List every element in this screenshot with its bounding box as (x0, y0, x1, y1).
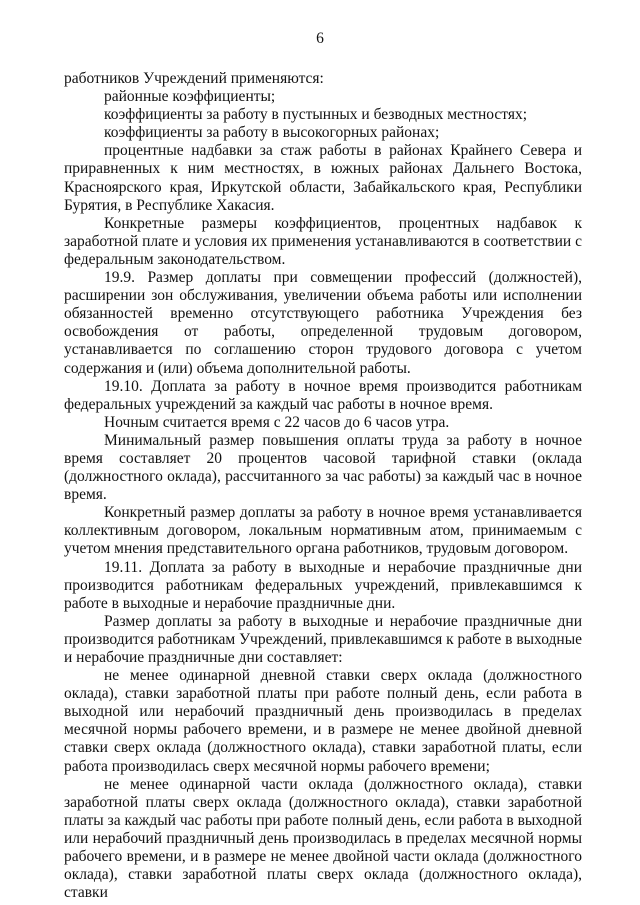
paragraph: Размер доплаты за работу в выходные и нерабочие праздничные дни производится работникам Учреждений, привлекавшимся к работе в выходные и нерабочие праздничные дни составляет: (64, 612, 582, 666)
paragraph: Минимальный размер повышения оплаты труда за работу в ночное время составляет 20 процентов часовой тарифной ставки (оклада (должностного оклада), рассчитанного за час работы) за каждый час в ночное время. (64, 431, 582, 504)
paragraph: процентные надбавки за стаж работы в районах Крайнего Севера и приравненных к ним местностях, в южных районах Дальнего Востока, Красноярского края, Иркутской области, Забайкальского края, Республики Бурятия, в Республике Хакасия. (64, 142, 582, 214)
document-body (64, 70, 582, 902)
paragraph: Конкретные размеры коэффициентов, процентных надбавок к заработной плате и условия их применения устанавливаются в соответствии с федеральным законодательством. (64, 214, 582, 268)
paragraph-continued: не менее одинарной части оклада (должностного оклада), ставки заработной платы сверх оклада (должностного оклада), ставки заработной платы за каждый час работы при работе полный день, если работа в выходной или нерабочий праздничный день производилась в пределах месячной нормы рабочего времени, и в размере не менее двойной части оклада (должностного оклада), ставки заработной платы сверх оклада (должностного оклада), ставки (64, 775, 582, 902)
paragraph-19-11: 19.11. Доплата за работу в выходные и нерабочие праздничные дни производится работникам федеральных учреждений, привлекавшимся к работе в выходные и нерабочие праздничные дни. (64, 558, 582, 612)
paragraph-19-10: 19.10. Доплата за работу в ночное время производится работникам федеральных учреждений за каждый час работы в ночное время. (64, 377, 582, 413)
paragraph: Ночным считается время с 22 часов до 6 часов утра. (104, 413, 450, 431)
paragraph: Конкретный размер доплаты за работу в ночное время устанавливается коллективным договором, локальным нормативным атом, принимаемым с учетом мнения представительного органа работников, трудовым договором. (64, 504, 582, 558)
list-item: районные коэффициенты; (104, 88, 276, 106)
page-number: 6 (316, 30, 324, 47)
list-item: коэффициенты за работу в пустынных и безводных местностях; (104, 106, 528, 124)
list-item: коэффициенты за работу в высокогорных районах; (104, 124, 440, 142)
paragraph: не менее одинарной дневной ставки сверх оклада (должностного оклада), ставки заработной платы при работе полный день, если работа в выходной или нерабочий праздничный день производилась в пределах месячной нормы рабочего времени, и в размере не менее двойной дневной ставки сверх оклада (должностного оклада), ставки заработной платы, если работа производилась сверх месячной нормы рабочего времени; (64, 667, 582, 775)
paragraph-19-9: 19.9. Размер доплаты при совмещении профессий (должностей), расширении зон обслуживания, увеличении объема работы или исполнении обязанностей временно отсутствующего работника Учреждения без освобождения от работы, определенной трудовым договором, устанавливается по соглашению сторон трудового договора с учетом содержания и (или) объема дополнительной работы. (64, 269, 582, 377)
paragraph: работников Учреждений применяются: (64, 70, 324, 87)
